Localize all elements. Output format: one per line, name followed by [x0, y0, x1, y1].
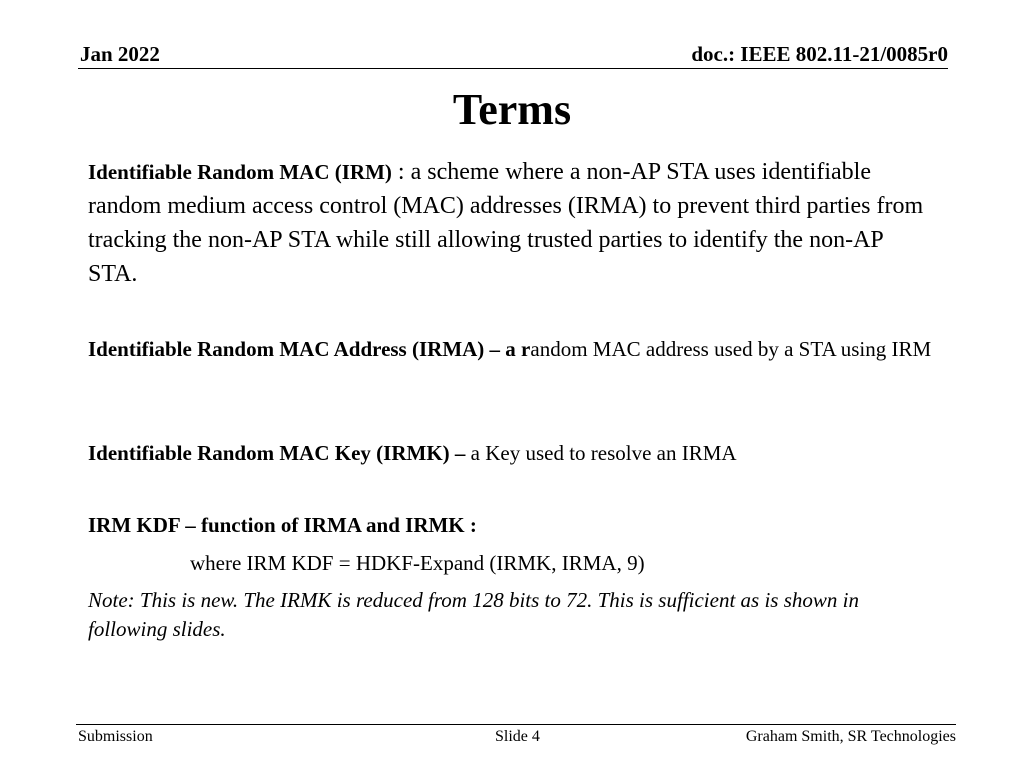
term-irmk-name: Identifiable Random MAC Key (IRMK) – — [88, 441, 471, 465]
footer-submission: Submission — [78, 728, 153, 745]
term-irmk-definition: a Key used to resolve an IRMA — [470, 441, 737, 465]
term-irma — [88, 335, 938, 364]
footer-slide-number: Slide 4 — [495, 728, 540, 745]
header-divider — [78, 68, 948, 69]
term-irmk — [88, 439, 938, 468]
term-irm-definition: : a scheme where a non-AP STA uses identifiable random medium access control (MAC) addresses (IRMA) to prevent third parties from tracking the non-AP STA while still allowing trusted parties to identify the non-AP STA. — [88, 159, 924, 287]
term-kdf-heading: IRM KDF – function of IRMA and IRMK : — [88, 513, 477, 537]
slide-body — [88, 155, 938, 641]
term-irm-name: Identifiable Random MAC (IRM) — [88, 160, 392, 184]
footer-divider — [76, 724, 956, 725]
note: Note: This is new. The IRMK is reduced from 128 bits to 72. This is sufficient as is shown in following slides. — [88, 588, 859, 641]
footer-author: Graham Smith, SR Technologies — [745, 728, 956, 745]
header-date: Jan 2022 — [80, 42, 160, 66]
term-irm — [88, 155, 938, 291]
slide-title: Terms — [452, 85, 572, 134]
term-kdf-formula: where IRM KDF = HDKF-Expand (IRMK, IRMA, 9) — [190, 551, 645, 575]
header-doc-id: doc.: IEEE 802.11-21/0085r0 — [691, 42, 948, 66]
term-irma-definition: andom MAC address used by a STA using IRM — [530, 337, 932, 361]
term-irma-name: Identifiable Random MAC Address (IRMA) – a r — [88, 337, 531, 361]
